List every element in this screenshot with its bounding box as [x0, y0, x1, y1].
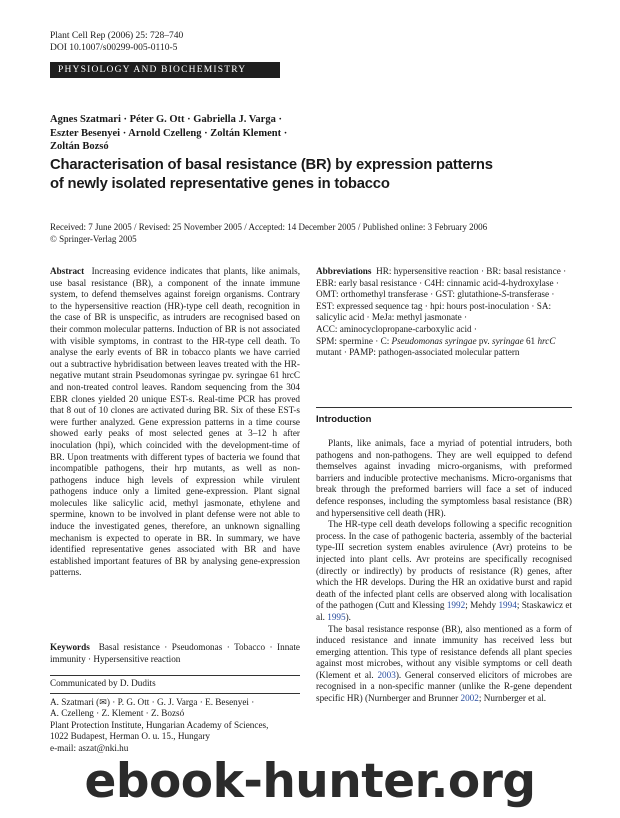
citation-link[interactable]: 1994 — [498, 600, 517, 611]
journal-doi: DOI 10.1007/s00299-005-0110-5 — [50, 43, 178, 53]
affiliation-line: 1022 Budapest, Herman O. u. 15., Hungary — [50, 731, 210, 742]
abbreviations-line: ACC: aminocyclopropane-carboxylic acid · — [316, 323, 477, 334]
communicated-by: Communicated by D. Dudits — [50, 678, 156, 688]
citation-link[interactable]: 2003 — [377, 669, 396, 680]
intro-text: ; Nurnberger et al. — [478, 693, 547, 704]
abbreviations-text: SPM: spermine · C: — [316, 335, 392, 346]
received-dates: Received: 7 June 2005 / Revised: 25 November 2005 / Accepted: 14 December 2005 / Published online: 3 February 2006 — [50, 222, 488, 232]
mutant-name: hrcC — [537, 335, 556, 346]
title-line: of newly isolated representative genes in tobacco — [50, 176, 390, 192]
introduction-body — [316, 438, 572, 705]
author-list — [50, 113, 390, 154]
abbreviations-text: pv. — [476, 335, 493, 346]
intro-text: ). General conserved elicitors of microbes are recognised in a non-specific manner (unlike the R-gene dependent specific HR) (Nurnberger and Brunner — [316, 669, 572, 704]
author-line: Agnes Szatmari · Péter G. Ott · Gabriella J. Varga · — [50, 114, 282, 125]
abbreviations-label: Abbreviations — [316, 266, 372, 276]
citation-link[interactable]: 1995 — [327, 611, 346, 622]
journal-citation — [50, 30, 183, 54]
intro-text: ). — [345, 611, 351, 622]
publication-history — [50, 222, 580, 245]
abbreviations-text: 61 — [523, 335, 538, 346]
abbreviations-line — [316, 336, 572, 359]
keywords-label: Keywords — [50, 642, 90, 652]
section-divider — [316, 407, 572, 408]
abbreviations-text: HR: hypersensitive reaction · BR: basal resistance · EBR: early basal resistance · C4H: cinnamic acid-4-hydroxylase · OMT: orthomethyl transferase · GST: glutathione- — [316, 266, 567, 300]
abbreviations-italic: S — [501, 289, 507, 300]
keywords — [50, 642, 300, 665]
intro-text: The basal resistance response (BR), also mentioned as a form of induced resistance and innate immunity has received less but emerging attention. This type of resistance defends all plant species against most microbes, without any visible symptoms or cell death (Klement et al. — [316, 623, 572, 680]
title-line: Characterisation of basal resistance (BR) by expression patterns — [50, 157, 493, 173]
intro-text: ; Staskawicz et al. — [316, 600, 572, 622]
affiliation-line: A. Szatmari (✉) · P. G. Ott · G. J. Varga · E. Besenyei · — [50, 697, 255, 707]
intro-paragraph: Plants, like animals, face a myriad of potential intruders, both pathogens and non-pathogens. They are well equipped to defend themselves against invading micro-organisms, with preformed barriers and inducible protective mechanisms. Micro-organisms that break through the preformed barriers will face a set of induced defence responses, including the symptomless basal resistance (BR) and hypersensitive cell death (HR). — [316, 438, 572, 518]
abbreviations-text: -transferase · EST: expressed sequence tag · hpi: hours post-inoculation · SA: salicylic acid · MeJa: methyl jasmonate · — [316, 289, 555, 323]
footnote-divider — [50, 675, 300, 676]
intro-text: The HR-type cell death develops following a specific recognition process. In the case of pathogenic bacteria, assembly of the bacterial type-III secretion system enables avirulence (Avr) proteins to be injected into plant cells. Avr proteins are specifically recognised (directly or indirectly) by products of resistance (R) genes, after which the HR develops. During the HR an oxidative burst and rapid death of the infected plant cells are observed along with localisation of the pathogen (Cutt and Klessing — [316, 519, 572, 611]
abbreviations-text: mutant · PAMP: pathogen-associated molecular pattern — [316, 347, 520, 358]
footnote-divider — [50, 693, 300, 694]
intro-text: ; Mehdy — [465, 600, 499, 611]
citation-link[interactable]: 2002 — [460, 693, 479, 704]
affiliation-line: Plant Protection Institute, Hungarian Academy of Sciences, — [50, 719, 269, 730]
corresponding-author — [50, 697, 300, 754]
email: e-mail: aszat@nki.hu — [50, 742, 129, 753]
abstract — [50, 266, 300, 579]
abstract-label: Abstract — [50, 266, 85, 276]
introduction-heading: Introduction — [316, 414, 372, 425]
intro-paragraph — [316, 519, 572, 623]
watermark: ebook-hunter.org — [84, 754, 536, 809]
section-banner: PHYSIOLOGY AND BIOCHEMISTRY — [50, 62, 280, 78]
author-line: Eszter Besenyei · Arnold Czelleng · Zoltán Klement · — [50, 127, 288, 139]
abstract-text: Increasing evidence indicates that plants, like animals, use basal resistance (BR), a component of the innate immune system, to defend themselves against foreign organisms. Contrary to the hypersensitive reaction (HR)-type cell death, recognition in the case of BR is unspecific, as intruders are recognised based on their common molecular patterns. Induction of BR is not associated with visible symptoms, in contrast to the HR-type cell death. To analyse the early events of BR in tobacco plants we have carried out a subtractive hybridisation between leaves treated with the HR-negative mutant strain Pseudomonas syringae pv. syringae 61 hrcC and non-treated control leaves. Random sequencing from the 304 EBR clones yielded 20 unique EST-s. Real-time PCR has proved that 8 out of 10 clones are activated during BR. Six of these EST-s were further analyzed. Gene expression patterns in a time course showed early peaks of most selected genes at 3–12 h after inoculation (hpi), which coincided with the development-time of BR. Upon treatments with different types of bacteria we found that incompatible pathogens, their hrp mutants, as well as non-pathogens induce high levels of expression while virulent pathogens induce only a limited gene-expression. Plant signal molecules like salicylic acid, methyl jasmonate, ethylene and spermine, known to be involved in plant defense were not able to induce the investigated genes, therefore, an unknown signalling mechanism is expected to operate in BR. In summary, we have identified representative genes associated with BR and have established important features of BR by analysing gene-expression patterns. — [50, 266, 300, 578]
journal-volume-pages: Plant Cell Rep (2006) 25: 728–740 — [50, 31, 184, 41]
article-title — [50, 156, 580, 194]
author-line: Zoltán Bozsó — [50, 141, 109, 152]
affiliation-line: A. Czelleng · Z. Klement · Z. Bozsó — [50, 708, 185, 719]
citation-link[interactable]: 1992 — [446, 600, 466, 611]
species-name: Pseudomonas syringae — [391, 335, 477, 346]
abbreviations — [316, 266, 572, 359]
pathovar-name: syringae — [492, 335, 524, 346]
keywords-text: Basal resistance · Pseudomonas · Tobacco · Innate immunity · Hypersensitive reaction — [50, 642, 300, 664]
copyright: © Springer-Verlag 2005 — [50, 233, 137, 244]
intro-paragraph — [316, 624, 572, 705]
